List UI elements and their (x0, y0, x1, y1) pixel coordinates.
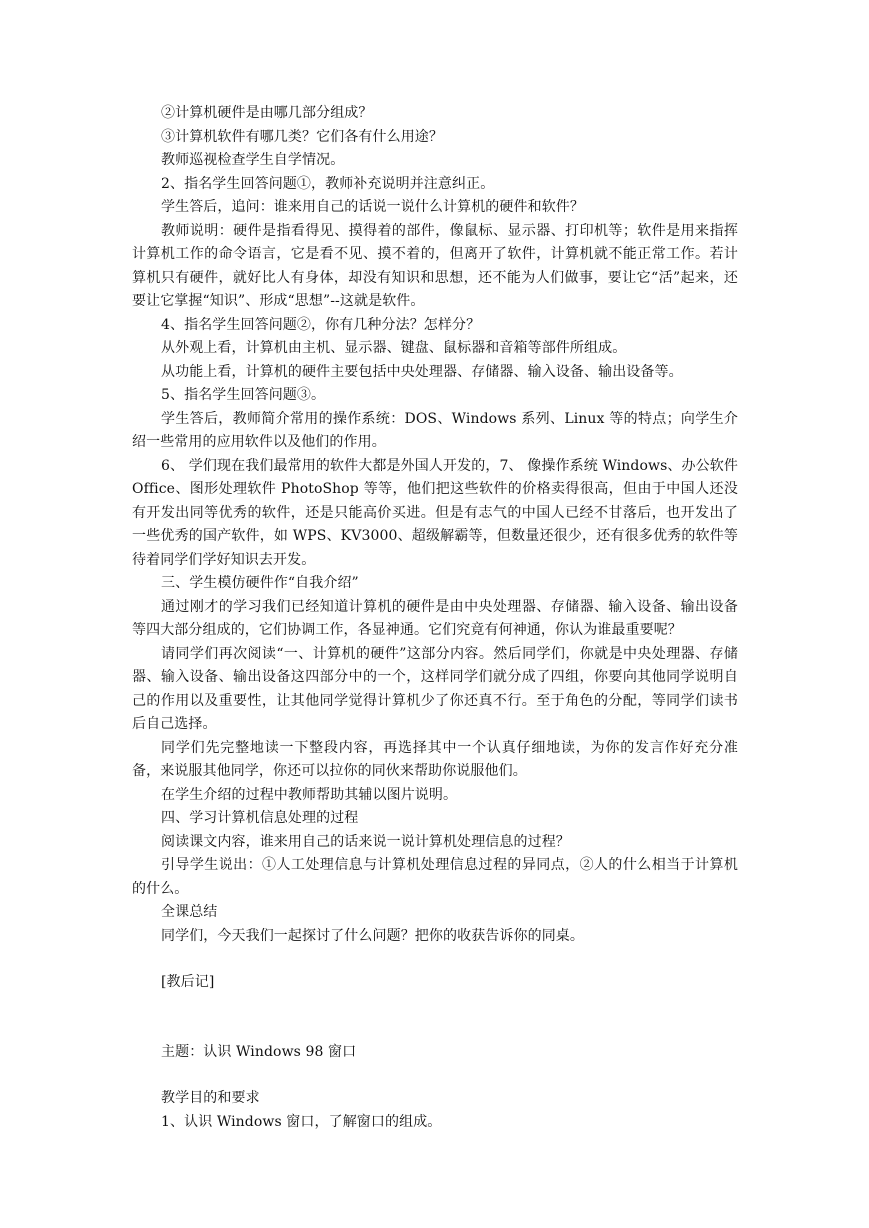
paragraph: ③计算机软件有哪几类？它们各有什么用途？ (161, 128, 443, 145)
paragraph: 请同学们再次阅读“一、计算机的硬件”这部分内容。然后同学们，你就是中央处理器、存储器、输入设备、输出设备这四部分中的一个，这样同学们就分成了四组，你要向其他同学说明自己的作用以及重要性，让其他同学觉得计算机少了你还真不行。至于角色的分配，等同学们读书后自己选择。 (132, 645, 738, 732)
paragraph: 同学们先完整地读一下整段内容，再选择其中一个认真仔细地读，为你的发言作好充分准备，来说服其他同学，你还可以拉你的同伙来帮助你说服他们。 (132, 739, 738, 779)
paragraph: 2、指名学生回答问题①，教师补充说明并注意纠正。 (161, 175, 495, 192)
section-heading: 全课总结 (161, 904, 218, 920)
section-heading: 三、学生模仿硬件作“自我介绍” (161, 575, 359, 591)
paragraph: 从外观上看，计算机由主机、显示器、键盘、鼠标器和音箱等部件所组成。 (161, 340, 627, 356)
paragraph: 6、 学们现在我们最常用的软件大都是外国人开发的，7、 像操作系统 Windows、办公软件 Office、图形处理软件 PhotoShop 等等，他们把这些软件的价格卖得很高，但由于中国人还没有开发出同等优秀的软件，还是只能高价买进。但是有志气的中国人已经不甘落后，也开发出了一些优秀的国产软件，如 WPS、KV3000、超级解霸等，但数量还很少，还有很多优秀的软件等待着同学们学好知识去开发。 (132, 457, 738, 568)
paragraph: 5、指名学生回答问题③。 (161, 387, 326, 403)
document-body (132, 102, 738, 1134)
objectives-heading: 教学目的和要求 (161, 1090, 260, 1106)
topic-title: 主题：认识 Windows 98 窗口 (161, 1043, 357, 1060)
spacer (132, 1064, 738, 1087)
paragraph: 阅读课文内容，谁来用自己的话来说一说计算机处理信息的过程？ (161, 833, 570, 850)
postscript-label: [教后记] (161, 974, 215, 990)
paragraph: 教师说明：硬件是指看得见、摸得着的部件，像鼠标、显示器、打印机等；软件是用来指挥计算机工作的命令语言，它是看不见、摸不着的，但离开了软件，计算机就不能正常工作。若计算机只有硬件，就好比人有身体，却没有知识和思想，还不能为人们做事，要让它“活”起来，还要让它掌握“知识”、形成“思想”--这就是软件。 (132, 222, 738, 309)
paragraph: 同学们，今天我们一起探讨了什么问题？把你的收获告诉你的同桌。 (161, 927, 584, 944)
paragraph: 教师巡视检查学生自学情况。 (161, 152, 345, 168)
paragraph: 通过刚才的学习我们已经知道计算机的硬件是由中央处理器、存储器、输入设备、输出设备等四大部分组成的，它们协调工作，各显神通。它们究竟有何神通，你认为谁最重要呢？ (132, 598, 738, 638)
paragraph: 在学生介绍的过程中教师帮助其辅以图片说明。 (161, 786, 458, 803)
section-heading: 四、学习计算机信息处理的过程 (161, 810, 359, 826)
paragraph: 4、指名学生回答问题②，你有几种分法？怎样分？ (161, 316, 481, 333)
paragraph: ②计算机硬件是由哪几部分组成？ (161, 105, 373, 121)
paragraph: 学生答后，教师简介常用的操作系统：DOS、Windows 系列、Linux 等的特点；向学生介绍一些常用的应用软件以及他们的作用。 (132, 410, 738, 450)
paragraph: 引导学生说出：①人工处理信息与计算机处理信息过程的异同点，②人的什么相当于计算机的什么。 (132, 857, 738, 897)
spacer (132, 948, 738, 971)
paragraph: 从功能上看，计算机的硬件主要包括中央处理器、存储器、输入设备、输出设备等。 (161, 363, 683, 380)
objective-item: 1、认识 Windows 窗口，了解窗口的组成。 (161, 1113, 442, 1130)
spacer (132, 995, 738, 1041)
paragraph: 学生答后，追问：谁来用自己的话说一说什么计算机的硬件和软件？ (161, 199, 584, 215)
